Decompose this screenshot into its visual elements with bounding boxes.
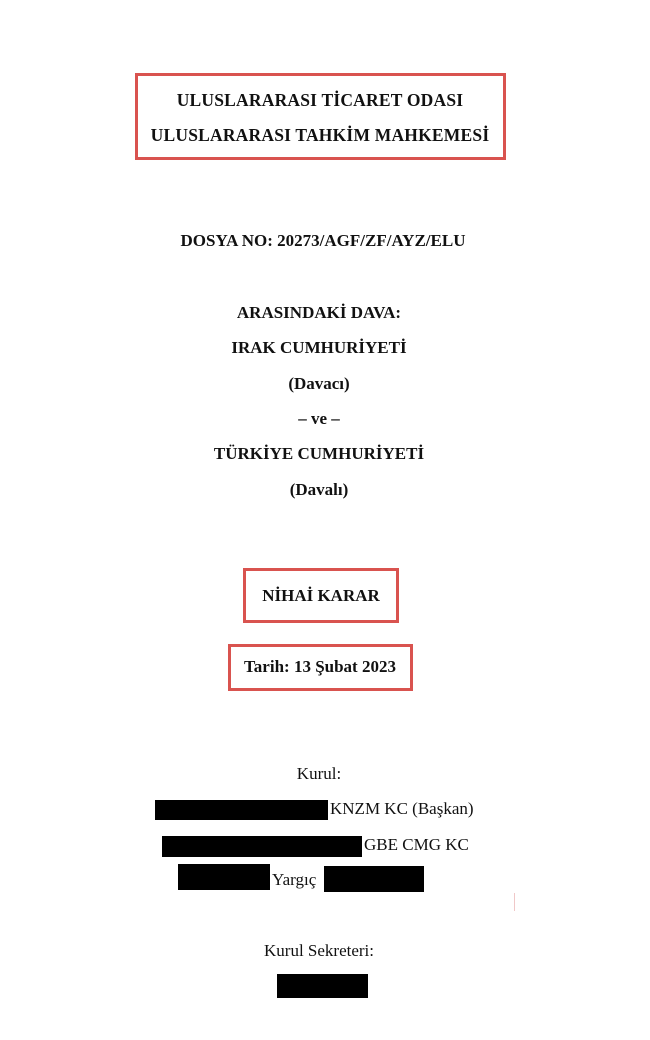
redacted-judge-first-name: [178, 864, 270, 890]
president-title: KNZM KC (Başkan): [330, 799, 474, 818]
redacted-member-name: [162, 836, 362, 857]
court-header-box: [135, 73, 506, 160]
header-line-2: ULUSLARARASI TAHKİM MAHKEMESİ: [150, 125, 490, 145]
claimant-role: (Davacı): [288, 374, 350, 393]
respondent-role: (Davalı): [289, 480, 349, 499]
case-number: DOSYA NO: 20273/AGF/ZF/AYZ/ELU: [180, 231, 466, 250]
header-line-1: ULUSLARARASI TİCARET ODASI: [176, 90, 464, 110]
award-title: NİHAİ KARAR: [262, 586, 380, 605]
claimant-name: IRAK CUMHURİYETİ: [231, 338, 407, 357]
award-date: Tarih: 13 Şubat 2023: [244, 657, 396, 676]
judge-title: Yargıç: [272, 870, 317, 889]
redacted-secretary-name: [277, 974, 368, 998]
redacted-judge-last-name: [324, 866, 424, 892]
redacted-president-name: [155, 800, 328, 820]
parties-separator: – ve –: [298, 409, 340, 428]
secretary-label: Kurul Sekreteri:: [264, 941, 374, 960]
respondent-name: TÜRKİYE CUMHURİYETİ: [213, 444, 425, 463]
tribunal-label: Kurul:: [296, 764, 342, 783]
member-title: GBE CMG KC: [364, 835, 469, 854]
stray-mark: [514, 893, 515, 911]
parties-intro: ARASINDAKİ DAVA:: [236, 303, 402, 322]
